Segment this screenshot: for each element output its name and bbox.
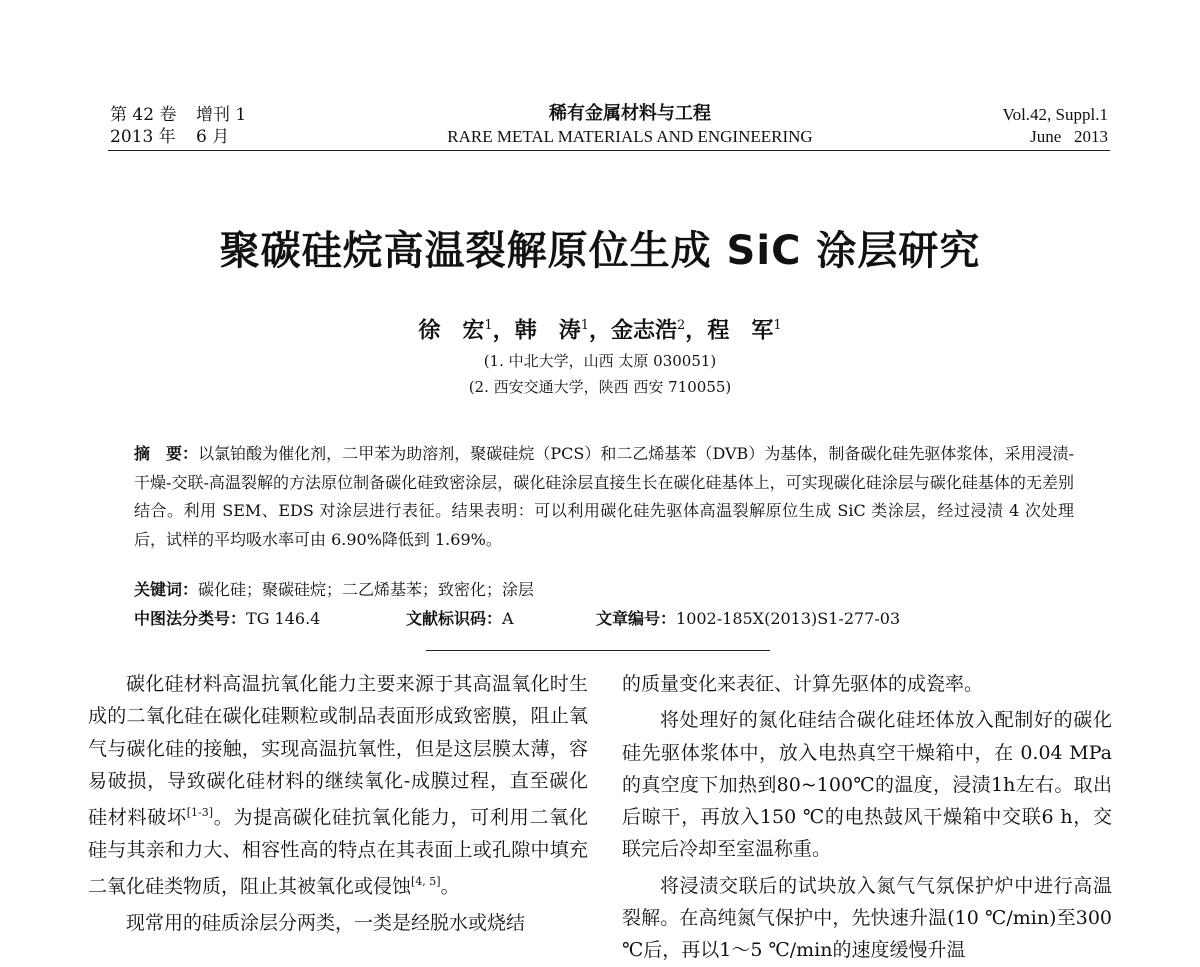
author-name: 徐 宏: [418, 317, 485, 344]
journal-name-cn: 稀有金属材料与工程: [549, 103, 711, 124]
author-separator: ，: [492, 317, 515, 344]
date-en: June 2013: [1030, 127, 1108, 146]
clc-value: TG 146.4: [246, 609, 321, 628]
keywords-text: 碳化硅；聚碳硅烷；二乙烯基苯；致密化；涂层: [198, 580, 535, 599]
article-number-value: 1002-185X(2013)S1-277-03: [676, 609, 901, 628]
header-volume-info: [1003, 104, 1109, 148]
paragraph-text: 。: [440, 875, 460, 898]
volume-label: 第 42 卷: [110, 105, 177, 125]
author-separator: ，: [685, 317, 708, 344]
author-name: 金志浩: [611, 317, 678, 344]
abstract-separator: [426, 650, 770, 651]
author-affil-mark: 1: [773, 318, 782, 333]
keywords-label: 关键词：: [134, 580, 199, 599]
journal-name-en: RARE METAL MATERIALS AND ENGINEERING: [447, 127, 813, 146]
author-affil-mark: 2: [677, 318, 686, 333]
paragraph: [88, 668, 588, 903]
clc-label: 中图法分类号：: [134, 609, 247, 628]
citation: [1-3]: [186, 806, 213, 820]
doc-code-label: 文献标识码：: [406, 609, 503, 628]
month-label: 6 月: [196, 127, 230, 147]
author-name: 韩 涛: [514, 317, 581, 344]
paragraph: 将浸渍交联后的试块放入氮气气氛保护炉中进行高温裂解。在高纯氮气保护中，先快速升温(10 ℃/min)至300 ℃后，再以1～5 ℃/min的速度缓慢升温: [622, 874, 1112, 962]
body-column-right: [622, 668, 1112, 967]
journal-name: [380, 102, 880, 148]
abstract-label: 摘 要：: [134, 444, 199, 463]
affiliation-1: (1. 中北大学，山西 太原 030051): [483, 352, 717, 370]
header-issue-info: [110, 104, 246, 148]
paper-title: 聚碳硅烷高温裂解原位生成 SiC 涂层研究: [219, 228, 981, 274]
author-affil-mark: 1: [580, 318, 589, 333]
citation: [4, 5]: [411, 875, 441, 889]
year-label: 2013 年: [110, 127, 176, 147]
author-separator: ，: [588, 317, 611, 344]
author-affil-mark: 1: [484, 318, 493, 333]
volume-en: Vol.42, Suppl.1: [1002, 105, 1108, 124]
paragraph: 现常用的硅质涂层分两类，一类是经脱水或烧结: [126, 911, 526, 934]
paragraph-text: 碳化硅材料高温抗氧化能力主要来源于其高温氧化时生成的二氧化硅在碳化硅颗粒或制品表面形成致密膜，阻止氧气与碳化硅的接触，实现高温抗氧性，但是这层膜太薄，容易破损，导致碳化硅材料的继续氧化-成膜过程，直至碳化硅材料破坏: [88, 673, 588, 829]
keywords: [134, 577, 534, 603]
clc-number: [134, 606, 320, 632]
document-code: [406, 606, 514, 632]
issue-label: 增刊 1: [196, 105, 247, 125]
paragraph-text: 。为提高碳化硅抗氧化能力，可利用二氧化硅与其亲和力大、相容性高的特点在其表面上或孔隙中填充二氧化硅类物质，阻止其被氧化或侵蚀: [88, 806, 588, 898]
article-number: [596, 606, 900, 632]
article-number-label: 文章编号：: [596, 609, 677, 628]
author-name: 程 军: [707, 317, 774, 344]
abstract-text: 以氯铂酸为催化剂，二甲苯为助溶剂，聚碳硅烷（PCS）和二乙烯基苯（DVB）为基体，制备碳化硅先驱体浆体，采用浸渍-干燥-交联-高温裂解的方法原位制备碳化硅致密涂层，碳化硅涂层直接生长在碳化硅基体上，可实现碳化硅涂层与碳化硅基体的无差别结合。利用 SEM、EDS 对涂层进行表征。结果表明：可以利用碳化硅先驱体高温裂解原位生成 SiC 类涂层，经过浸渍 4 次处理后，试样的平均吸水率可由 6.90%降低到 1.69%。: [134, 444, 1074, 549]
paragraph: 的质量变化来表征、计算先驱体的成瓷率。: [622, 673, 984, 695]
author-list: [0, 311, 1200, 345]
paragraph: 将处理好的氮化硅结合碳化硅坯体放入配制好的碳化硅先驱体浆体中，放入电热真空干燥箱中，在 0.04 MPa的真空度下加热到80~100℃的温度，浸渍1h左右。取出后晾干，再放入150 ℃的电热鼓风干燥箱中交联6 h，交联完后冷却至室温称重。: [622, 709, 1112, 861]
abstract: [134, 440, 1074, 554]
doc-code-value: A: [502, 609, 514, 628]
header-rule: [108, 150, 1110, 151]
body-column-left: [88, 668, 588, 939]
affiliation-2: (2. 西安交通大学，陕西 西安 710055): [468, 378, 732, 396]
